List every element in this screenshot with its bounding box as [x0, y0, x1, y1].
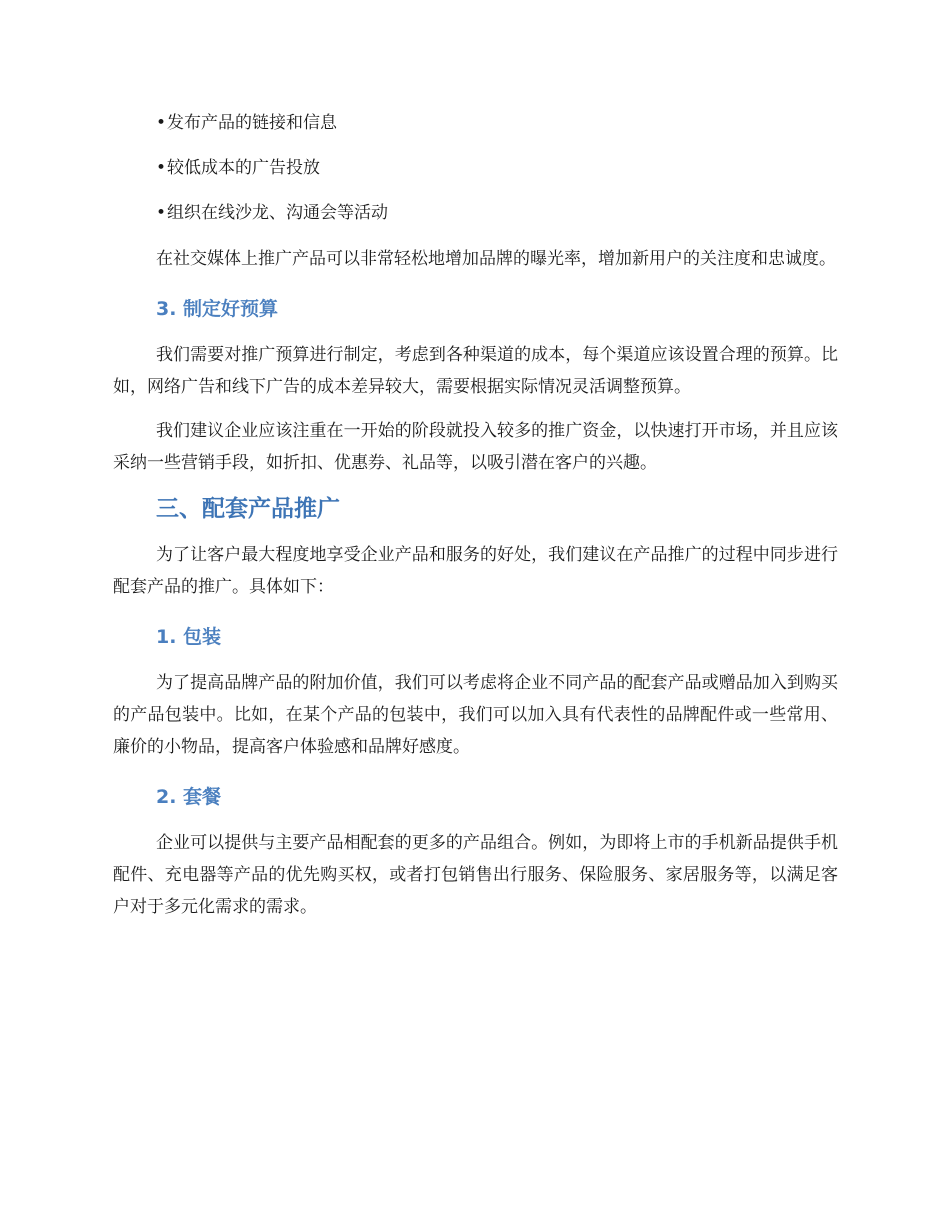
bullet-text: 较低成本的广告投放 [167, 158, 320, 178]
bullet-text: 发布产品的链接和信息 [167, 113, 337, 133]
bullet-marker: • [156, 113, 167, 133]
bullet-item-product-links [113, 108, 838, 138]
section-three-intro: 为了让客户最大程度地享受企业产品和服务的好处，我们建议在产品推广的过程中同步进行配套产品的推广。具体如下： [113, 545, 838, 597]
budget-paragraph-2: 我们建议企业应该注重在一开始的阶段就投入较多的推广资金，以快速打开市场，并且应该采纳一些营销手段，如折扣、优惠券、礼品等，以吸引潜在客户的兴趣。 [113, 421, 838, 473]
social-media-summary: 在社交媒体上推广产品可以非常轻松地增加品牌的曝光率，增加新用户的关注度和忠诚度。 [156, 249, 836, 269]
bullet-item-low-cost-ads [113, 153, 838, 183]
bullet-item-online-salon [113, 198, 838, 228]
bullet-marker: • [156, 158, 167, 178]
budget-paragraph-1: 我们需要对推广预算进行制定，考虑到各种渠道的成本，每个渠道应该设置合理的预算。比如，网络广告和线下广告的成本差异较大，需要根据实际情况灵活调整预算。 [113, 345, 838, 397]
packaging-heading: 1. 包装 [156, 626, 222, 648]
bundle-heading: 2. 套餐 [156, 786, 222, 808]
section-three-heading: 三、配套产品推广 [156, 496, 340, 522]
budget-heading: 3. 制定好预算 [156, 298, 279, 320]
bullet-marker: • [156, 203, 167, 223]
bundle-paragraph: 企业可以提供与主要产品相配套的更多的产品组合。例如，为即将上市的手机新品提供手机配件、充电器等产品的优先购买权，或者打包销售出行服务、保险服务、家居服务等，以满足客户对于多元化需求的需求。 [113, 833, 838, 917]
bullet-text: 组织在线沙龙、沟通会等活动 [167, 203, 388, 223]
document-page [113, 108, 838, 935]
packaging-paragraph: 为了提高品牌产品的附加价值，我们可以考虑将企业不同产品的配套产品或赠品加入到购买的产品包装中。比如，在某个产品的包装中，我们可以加入具有代表性的品牌配件或一些常用、廉价的小物品，提高客户体验感和品牌好感度。 [113, 673, 838, 757]
